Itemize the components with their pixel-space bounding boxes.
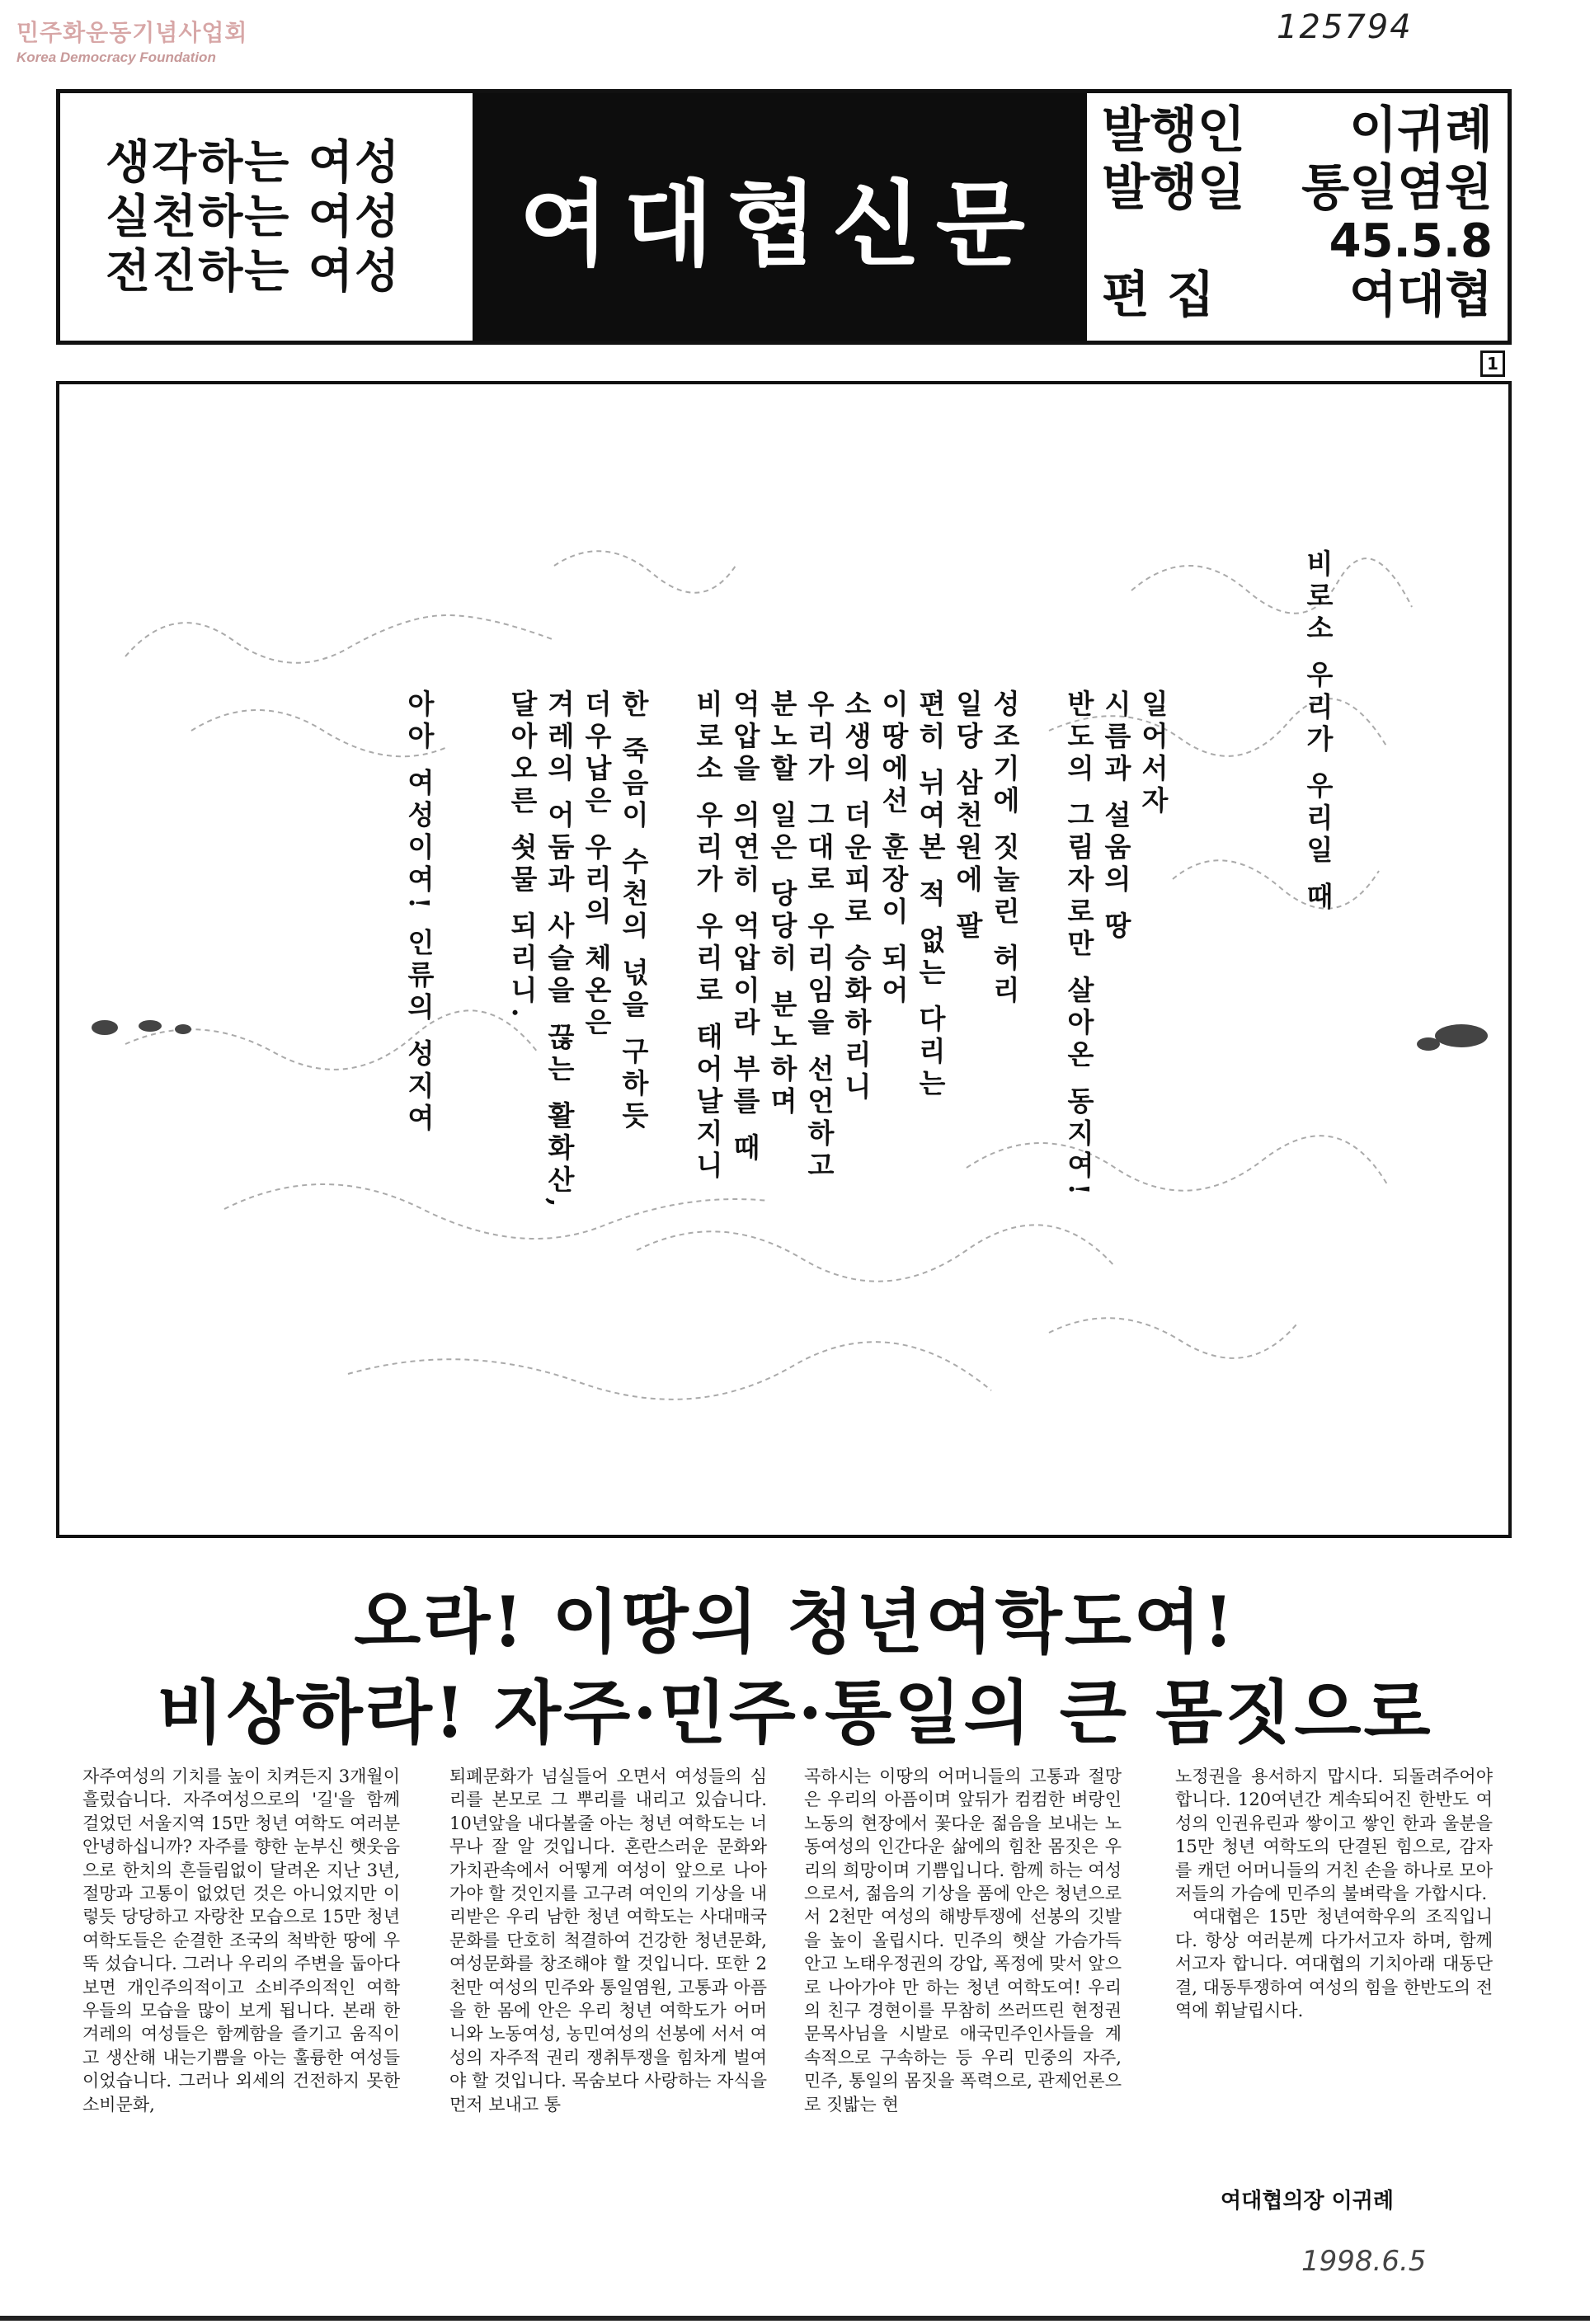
editor-row xyxy=(1102,266,1493,324)
masthead xyxy=(56,89,1512,345)
poem-line: 억압을 의연히 억압이라 부를 때 xyxy=(729,689,761,1165)
slogan-practice: 실천하는 여성 xyxy=(106,190,402,244)
poem-line: 소생의 더운피로 승화하리니 xyxy=(840,689,873,1104)
poem-line: 이땅에선 훈장이 되어 xyxy=(877,689,910,1008)
poem-section xyxy=(56,381,1512,1538)
bottom-rule xyxy=(0,2316,1590,2321)
publisher-row xyxy=(1102,101,1493,159)
editor-label: 편 집 xyxy=(1102,266,1215,324)
poem-line: 우리가 그대로 우리임을 선언하고 xyxy=(803,689,835,1183)
poem-line: 달아오른 쇳물 되리니. xyxy=(506,689,539,1023)
date-row xyxy=(1102,159,1493,217)
poem-line: 아아 여성이여! 인류의 성지여 xyxy=(403,689,435,1136)
article-column-4 xyxy=(1175,1765,1493,2022)
publisher-label: 발행인 xyxy=(1102,101,1245,159)
article-paragraph: 퇴폐문화가 넘실들어 오면서 여성들의 심리를 본모로 그 뿌리를 내리고 있습니다. 10년앞을 내다볼줄 아는 청년 여학도는 너무나 잘 알 것입니다. 혼란스러운 문화와 가치관속에서 어떻게 여성이 앞으로 나아가야 할 것인지를 고구려 여인의 기상을 내리받은 우리 남한 청년 여학도는 사대매국문화를 단호히 척결하여 건강한 청년문화, 여성문화를 창조해야 할 것입니다. 또한 2천만 여성의 민주와 통일염원, 고통과 아픔을 한 몸에 안은 우리 청년 여학도가 어머니와 노동여성, 농민여성의 선봉에 서서 여성의 자주적 권리 쟁취투쟁을 힘차게 벌여야 할 것입니다. 목숨보다 사랑하는 자식을 먼저 보내고 통 xyxy=(449,1767,767,2115)
article-column-3 xyxy=(804,1765,1122,2116)
slogan-block xyxy=(60,93,473,341)
poem-line: 분노할 일은 당당히 분노하며 xyxy=(766,689,798,1119)
slogan-advance: 전진하는 여성 xyxy=(106,244,402,299)
handwritten-date: 1998.6.5 xyxy=(1301,2245,1427,2278)
poem-line: 성조기에 짓눌린 허리 xyxy=(989,689,1021,1008)
publisher-name: 이귀례 xyxy=(1349,101,1493,159)
poem-line: 편히 뉘여본 적 없는 다리는 xyxy=(915,689,947,1101)
article-paragraph: 곡하시는 이땅의 어머니들의 고통과 절망은 우리의 아픔이며 앞뒤가 컴컴한 벼랑인 노동의 현장에서 꽃다운 젊음을 보내는 노동여성의 인간다운 삶에의 힘찬 몸짓은 우리의 희망이며 기쁨입니다. 함께 하는 여성으로서, 젊음의 기상을 품에 안은 청년으로서 2천만 여성의 해방투쟁에 선봉의 깃발을 높이 올립시다. 민주의 햇살 가슴가득 안고 노태우정권의 강압, 폭정에 맞서 앞으로 나아가야 만 하는 청년 여학도여! 우리의 친구 경현이를 무참히 쓰러뜨린 현정권 문목사님을 시발로 애국민주인사들을 계속적으로 구속하는 등 우리 민중의 자주, 민주, 통일의 몸짓을 폭력으로, 관제언론으로 짓밟는 현 xyxy=(804,1767,1122,2115)
publication-info xyxy=(1087,93,1508,341)
poem-line: 일당 삼천원에 팔 xyxy=(952,689,984,943)
article-column-2 xyxy=(449,1765,767,2116)
watermark-org-en: Korea Democracy Foundation xyxy=(16,49,216,65)
editor-name: 여대협 xyxy=(1349,266,1493,324)
article-signature: 여대협의장 이귀례 xyxy=(1221,2189,1394,2213)
page-number: 1 xyxy=(1480,350,1505,377)
article-column-1 xyxy=(82,1765,400,2116)
newspaper-title-block xyxy=(473,93,1087,341)
slogan-think: 생각하는 여성 xyxy=(106,135,402,190)
date-name: 통일염원 xyxy=(1301,159,1493,217)
poem-line: 반도의 그림자로만 살아온 동지여! xyxy=(1063,689,1095,1200)
headline-line2: 비상하라! 자주·민주·통일의 큰 몸짓으로 xyxy=(157,1672,1433,1753)
poem-line: 겨레의 어둠과 사슬을 끊는 활화산, xyxy=(543,689,576,1212)
article-paragraph: 노정권을 용서하지 맙시다. 되돌려주어야 합니다. 120여년간 계속되어진 한반도 여성의 인권유린과 쌓이고 쌓인 한과 울분을 15만 청년 여학도의 단결된 힘으로, 감자를 캐던 어머니들의 거친 손을 하나로 모아 저들의 가슴에 민주의 불벼락을 가합시다. xyxy=(1175,1767,1493,1904)
date-value: 45.5.8 xyxy=(1329,214,1493,268)
newspaper-title: 여대협신문 xyxy=(520,170,1040,279)
headline-line1: 오라! 이땅의 청년여학도여! xyxy=(354,1581,1236,1663)
date-value-row xyxy=(1102,214,1493,268)
archive-number: 125794 xyxy=(1277,8,1413,46)
poem-title: 비로소 우리가 우리일 때 xyxy=(1302,549,1334,915)
poem-line: 한 죽음이 수천의 넋을 구하듯 xyxy=(618,689,650,1133)
date-label: 발행일 xyxy=(1102,159,1245,217)
poem-line: 더우납은 우리의 체온은 xyxy=(581,689,613,1040)
poem-line: 일어서자 xyxy=(1137,689,1169,818)
poem-line: 비로소 우리가 우리로 태어날지니 xyxy=(692,689,724,1183)
article-paragraph: 여대협은 15만 청년여학우의 조직입니다. 항상 여러분께 다가서고자 하며, 함께 서고자 합니다. 여대협의 기치아래 대동단결, 대동투쟁하여 여성의 힘을 한반도의 전역에 휘날립시다. xyxy=(1175,1907,1493,2021)
watermark-org-kr: 민주화운동기념사업회 xyxy=(16,19,248,46)
poem-line: 시름과 설움의 땅 xyxy=(1100,689,1132,943)
article-paragraph: 자주여성의 기치를 높이 치켜든지 3개월이 흘렀습니다. 자주여성으로의 '길'을 함께 걸었던 서울지역 15만 청년 여학도 여러분 안녕하십니까? 자주를 향한 눈부신 햇웃음으로 한치의 흔들림없이 달려온 지난 3년, 절망과 고통이 없었던 것은 아니었지만 이렇듯 당당하고 자랑찬 모습으로 15만 청년 여학도들은 순결한 조국의 척박한 땅에 우뚝 섰습니다. 그러나 우리의 주변을 둡아다 보면 개인주의적이고 소비주의적인 여학우들의 모습을 많이 보게 됩니다. 본래 한겨레의 여성들은 함께함을 즐기고 움직이고 생산해 내는기쁨을 아는 훌륭한 여성들이었습니다. 그러나 외세의 건전하지 못한 소비문화, xyxy=(82,1767,400,2115)
